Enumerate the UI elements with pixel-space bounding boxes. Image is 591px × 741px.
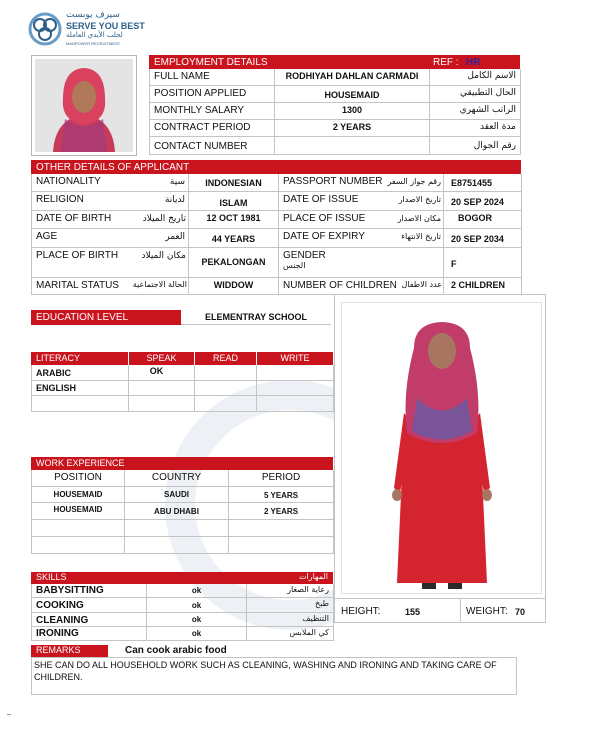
other-right-label: [279, 248, 444, 278]
skill-value: ok: [147, 584, 247, 598]
other-left-label-text: PLACE OF BIRTH: [36, 250, 119, 261]
other-left-label-text: DATE OF BIRTH: [36, 213, 112, 224]
other-right-label: [279, 174, 444, 192]
other-left-label-text: NATIONALITY: [36, 176, 101, 187]
employment-arabic: الحال التطبيقي: [430, 86, 521, 103]
height-label: HEIGHT:: [341, 606, 381, 617]
height-value: 155: [405, 607, 421, 617]
skill-arabic: رعاية الصغار: [247, 584, 334, 598]
other-left-label: [32, 248, 189, 278]
other-right-label: [279, 211, 444, 229]
work-position: HOUSEMAID: [32, 503, 125, 520]
work-empty: [32, 520, 125, 537]
logo-sub-arabic: لجلب الأيدي العاملة: [66, 31, 123, 39]
weight-label: WEIGHT:: [466, 606, 508, 617]
remarks-box: [31, 657, 517, 695]
other-right-value: F: [444, 248, 522, 278]
employment-arabic: الاسم الكامل: [430, 69, 521, 86]
other-right-label: [279, 192, 444, 211]
skill-arabic: كي الملابس: [247, 627, 334, 641]
work-empty: [229, 537, 334, 554]
remarks-header: REMARKS: [31, 645, 108, 657]
skills-header: SKILLS: [31, 572, 198, 584]
other-right-value: BOGOR: [444, 211, 522, 229]
logo-emblem-icon: [28, 12, 62, 46]
work-country: ABU DHABI: [125, 503, 229, 520]
employment-value: RODHIYAH DAHLAN CARMADI: [275, 69, 430, 86]
literacy-write-header: WRITE: [257, 352, 333, 365]
work-period: 2 YEARS: [229, 503, 334, 520]
other-right-arabic: عدد الاطفال: [401, 280, 442, 289]
literacy-read: [195, 381, 257, 396]
other-details-header: OTHER DETAILS OF APPLICANT: [31, 160, 521, 174]
logo-arabic: سيرف يوبست: [66, 10, 120, 20]
full-body-photo: [341, 302, 542, 594]
other-right-label-text: NUMBER OF CHILDREN: [283, 280, 397, 291]
other-left-value: 44 YEARS: [189, 229, 279, 248]
work-period: 5 YEARS: [229, 487, 334, 503]
skills-table: [31, 584, 333, 641]
education-label: EDUCATION LEVEL: [31, 310, 181, 325]
literacy-write: [257, 381, 334, 396]
other-left-value: ISLAM: [189, 192, 279, 211]
body-measurements-row: [335, 598, 545, 623]
other-right-label-text: DATE OF ISSUE: [283, 194, 359, 205]
other-left-label: [32, 211, 189, 229]
other-details-table: [31, 174, 521, 295]
employment-label: CONTACT NUMBER: [150, 137, 275, 155]
literacy-empty: [32, 396, 129, 412]
other-right-label-text: PLACE OF ISSUE: [283, 213, 366, 224]
other-right-label-text: GENDER: [283, 250, 326, 261]
literacy-table: [31, 352, 333, 412]
other-left-label: [32, 229, 189, 248]
skill-name: BABYSITTING: [32, 584, 147, 598]
literacy-read-header: READ: [195, 352, 256, 365]
applicant-portrait: [31, 55, 137, 156]
remarks-headline: Can cook arabic food: [125, 645, 227, 656]
skill-name: COOKING: [32, 598, 147, 613]
employment-table: [149, 69, 520, 155]
other-left-label-text: MARITAL STATUS: [36, 280, 119, 291]
literacy-lang: ENGLISH: [32, 381, 129, 396]
work-experience-table: [31, 470, 333, 554]
other-left-arabic: الحالة الاجتماعية: [132, 280, 187, 289]
remarks-text: SHE CAN DO ALL HOUSEHOLD WORK SUCH AS CLEANING, WASHING AND IRONING AND TAKING CARE OF CHILDREN.: [34, 660, 497, 682]
other-left-value: INDONESIAN: [189, 174, 279, 192]
other-right-label: [279, 278, 444, 295]
employment-value: [275, 137, 430, 155]
other-right-arabic: مكان الاصدار: [397, 214, 441, 223]
literacy-write: [257, 365, 334, 381]
other-right-label: [279, 229, 444, 248]
literacy-speak: OK: [129, 365, 195, 381]
literacy-speak: [129, 381, 195, 396]
work-empty: [32, 537, 125, 554]
other-left-label: [32, 174, 189, 192]
other-left-arabic: مكان الميلاد: [141, 251, 186, 261]
employment-arabic: مدة العقد: [430, 120, 521, 137]
skill-arabic: التنظيف: [247, 613, 334, 627]
employment-arabic: الراتب الشهري: [430, 103, 521, 120]
skills-header-arabic: المهارات: [198, 572, 333, 584]
work-position: HOUSEMAID: [32, 487, 125, 503]
employment-label: POSITION APPLIED: [150, 86, 275, 103]
work-country: SAUDI: [125, 487, 229, 503]
other-right-arabic: تاريخ الانتهاء: [401, 232, 441, 241]
logo-sub-english: MANPOWER RECRUITMENT: [66, 41, 121, 46]
other-left-value: PEKALONGAN: [189, 248, 279, 278]
literacy-empty: [195, 396, 257, 412]
other-right-label-text: DATE OF EXPIRY: [283, 231, 365, 242]
other-right-value: 2 CHILDREN: [444, 278, 522, 295]
literacy-read: [195, 365, 257, 381]
other-left-label-text: AGE: [36, 231, 58, 242]
work-col-period: PERIOD: [229, 470, 334, 487]
employment-value: 1300: [275, 103, 430, 120]
skill-name: CLEANING: [32, 613, 147, 627]
work-empty: [125, 537, 229, 554]
employment-value: HOUSEMAID: [275, 86, 430, 103]
work-empty: [125, 520, 229, 537]
other-right-value: 20 SEP 2024: [444, 192, 522, 211]
ref-label: REF :: [430, 55, 463, 69]
other-right-label-text: PASSPORT NUMBER: [283, 176, 383, 187]
other-left-value: 12 OCT 1981: [189, 211, 279, 229]
other-left-arabic: سية: [169, 177, 185, 187]
logo-english: SERVE YOU BEST: [66, 21, 145, 31]
ref-value: HR: [463, 55, 520, 69]
literacy-empty: [129, 396, 195, 412]
company-logo: [28, 10, 148, 50]
weight-value: 70: [515, 607, 526, 617]
employment-value: 2 YEARS: [275, 120, 430, 137]
work-empty: [229, 520, 334, 537]
employment-arabic: رقم الجوال: [430, 137, 521, 155]
work-col-country: COUNTRY: [125, 470, 229, 487]
literacy-body: [31, 365, 333, 412]
other-right-arabic: رقم جواز السفر: [387, 177, 441, 186]
employment-label: CONTRACT PERIOD: [150, 120, 275, 137]
page-mark: [7, 714, 11, 715]
other-left-arabic: تاريخ الميلاد: [142, 214, 186, 224]
skill-value: ok: [147, 613, 247, 627]
skill-value: ok: [147, 598, 247, 613]
other-right-arabic: تاريخ الاصدار: [398, 195, 441, 204]
education-value: ELEMENTRAY SCHOOL: [181, 310, 331, 325]
other-left-label: [32, 278, 189, 295]
work-col-position: POSITION: [32, 470, 125, 487]
literacy-speak-header: SPEAK: [129, 352, 194, 365]
employment-label: MONTHLY SALARY: [150, 103, 275, 120]
work-experience-header: WORK EXPERIENCE: [31, 457, 333, 470]
skill-value: ok: [147, 627, 247, 641]
other-left-arabic: لديانة: [164, 195, 185, 205]
employment-details-header: EMPLOYMENT DETAILS: [149, 55, 430, 69]
other-left-arabic: العمر: [165, 232, 185, 242]
literacy-empty: [257, 396, 334, 412]
other-left-value: WIDDOW: [189, 278, 279, 295]
measurement-divider: [460, 599, 461, 623]
literacy-header: LITERACY: [31, 352, 128, 365]
employment-label: FULL NAME: [150, 69, 275, 86]
other-right-arabic: الجنس: [283, 261, 306, 270]
literacy-lang: ARABIC: [32, 365, 129, 381]
other-left-label: [32, 192, 189, 211]
other-right-value: E8751455: [444, 174, 522, 192]
other-left-label-text: RELIGION: [36, 194, 84, 205]
other-right-value: 20 SEP 2034: [444, 229, 522, 248]
skill-arabic: طبخ: [247, 598, 334, 613]
full-body-photo-panel: [334, 294, 546, 623]
skill-name: IRONING: [32, 627, 147, 641]
